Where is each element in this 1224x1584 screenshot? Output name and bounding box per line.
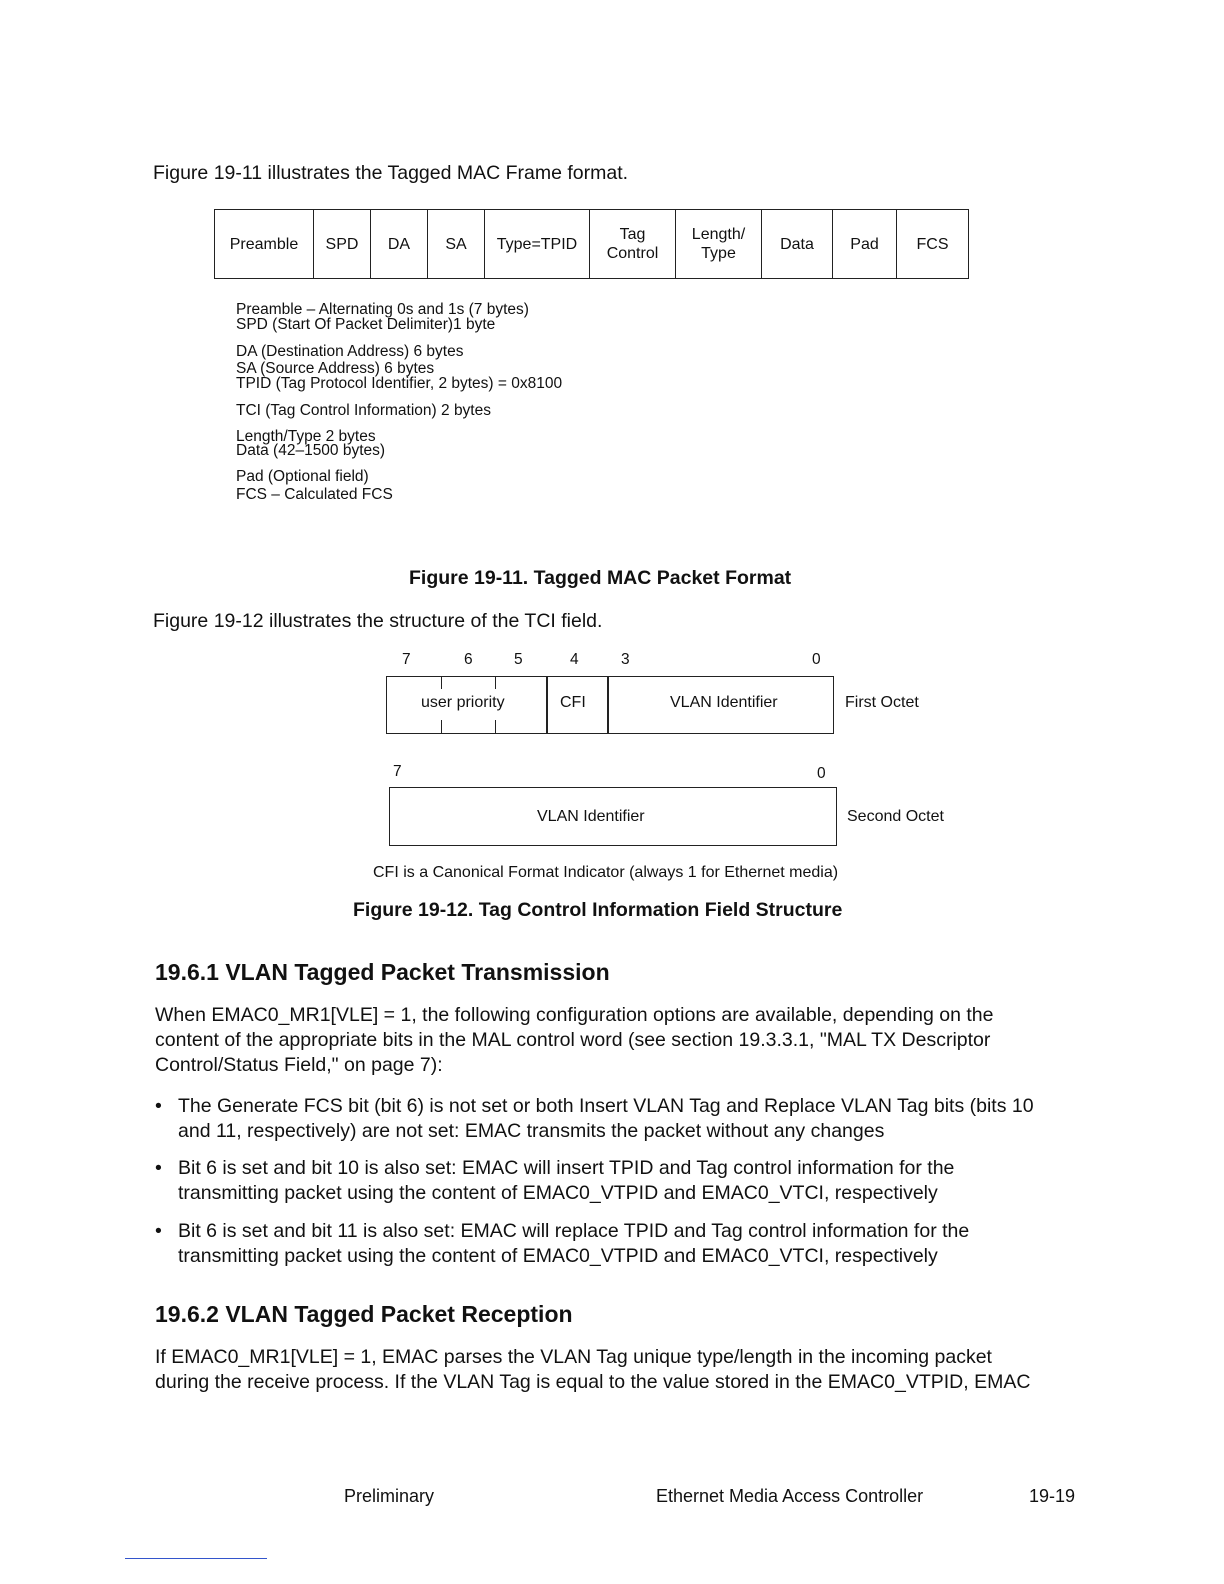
bullet-mark: • (155, 1157, 162, 1179)
legend-length-type: Length/Type 2 bytes (236, 428, 376, 445)
legend-data: Data (42–1500 bytes) (236, 442, 386, 459)
legend-tci: TCI (Tag Control Information) 2 bytes (236, 402, 491, 419)
frame-field-da: DA (371, 210, 428, 279)
legend-pad: Pad (Optional field) (236, 468, 369, 485)
frame-field-pad: Pad (833, 210, 897, 279)
legend-spd: SPD (Start Of Packet Delimiter)1 byte (236, 316, 496, 333)
bit-number: 5 (514, 651, 523, 668)
vlan-identifier-label-second: VLAN Identifier (537, 808, 645, 825)
cfi-note: CFI is a Canonical Format Indicator (always 1 for Ethernet media) (373, 864, 839, 881)
bit-divider-tick (495, 677, 496, 689)
footer-center: Ethernet Media Access Controller (656, 1486, 924, 1506)
user-priority-label: user priority (421, 694, 505, 711)
bottom-edge-line (125, 1558, 267, 1559)
bullet-line: transmitting packet using the content of EMAC0_VTPID and EMAC0_VTCI, respectively (178, 1182, 938, 1204)
bit-number: 7 (402, 651, 411, 668)
frame-field-preamble: Preamble (215, 210, 314, 279)
bullet-line: Bit 6 is set and bit 10 is also set: EMAC will insert TPID and Tag control information for the (178, 1157, 955, 1179)
bit-number: 0 (817, 765, 826, 782)
intro-tci-text: Figure 19-12 illustrates the structure of the TCI field. (153, 610, 603, 632)
section-1-line: When EMAC0_MR1[VLE] = 1, the following configuration options are available, depending on the (155, 1004, 994, 1026)
footer-page-number: 19-19 (1029, 1486, 1076, 1506)
first-octet-label: First Octet (845, 694, 919, 711)
frame-field-sa: SA (428, 210, 485, 279)
vlan-identifier-label-first: VLAN Identifier (670, 694, 778, 711)
section-2-line: If EMAC0_MR1[VLE] = 1, EMAC parses the VLAN Tag unique type/length in the incoming packet (155, 1346, 992, 1368)
bit-number: 0 (812, 651, 821, 668)
frame-field-spd: SPD (314, 210, 371, 279)
section-2-line: during the receive process. If the VLAN Tag is equal to the value stored in the EMAC0_VTPID, EMAC (155, 1371, 1031, 1393)
bit-divider-tick (441, 677, 442, 689)
second-octet-label: Second Octet (847, 808, 944, 825)
intro-frame-text: Figure 19-11 illustrates the Tagged MAC Frame format. (153, 162, 629, 184)
bullet-line: Bit 6 is set and bit 11 is also set: EMAC will replace TPID and Tag control information for the (178, 1220, 970, 1242)
bit-number: 7 (393, 763, 402, 780)
section-1-line: content of the appropriate bits in the MAL control word (see section 19.3.3.1, "MAL TX Descriptor (155, 1029, 991, 1051)
figure-19-12-caption: Figure 19-12. Tag Control Information Field Structure (353, 899, 843, 921)
bit-number: 3 (621, 651, 630, 668)
bit-divider-tick (495, 720, 496, 733)
frame-field-type-tpid: Type=TPID (485, 210, 590, 279)
bullet-line: transmitting packet using the content of EMAC0_VTPID and EMAC0_VTCI, respectively (178, 1245, 938, 1267)
frame-field-fcs: FCS (897, 210, 969, 279)
legend-sa: SA (Source Address) 6 bytes (236, 360, 435, 377)
frame-field-tag-control: Tag Control (590, 210, 676, 279)
bullet-line: and 11, respectively) are not set: EMAC transmits the packet without any changes (178, 1120, 885, 1142)
section-heading-19-6-1: 19.6.1 VLAN Tagged Packet Transmission (155, 959, 610, 985)
frame-field-data: Data (762, 210, 833, 279)
footer-left: Preliminary (344, 1486, 435, 1506)
bullet-mark: • (155, 1095, 162, 1117)
bit-divider-tick (441, 720, 442, 733)
frame-field-length-type: Length/ Type (676, 210, 762, 279)
bit-number: 4 (570, 651, 579, 668)
bit-number: 6 (464, 651, 473, 668)
legend-preamble: Preamble – Alternating 0s and 1s (7 bytes) (236, 301, 529, 318)
legend-tpid: TPID (Tag Protocol Identifier, 2 bytes) = 0x8100 (236, 375, 563, 392)
tagged-mac-frame-table (214, 209, 969, 279)
bullet-line: The Generate FCS bit (bit 6) is not set or both Insert VLAN Tag and Replace VLAN Tag bits (bits 10 (178, 1095, 1034, 1117)
figure-19-11-caption: Figure 19-11. Tagged MAC Packet Format (409, 567, 792, 589)
section-1-line: Control/Status Field," on page 7): (155, 1054, 443, 1076)
legend-da: DA (Destination Address) 6 bytes (236, 343, 464, 360)
bullet-mark: • (155, 1220, 162, 1242)
section-heading-19-6-2: 19.6.2 VLAN Tagged Packet Reception (155, 1301, 573, 1327)
legend-fcs: FCS – Calculated FCS (236, 486, 393, 503)
cfi-label: CFI (560, 694, 586, 711)
